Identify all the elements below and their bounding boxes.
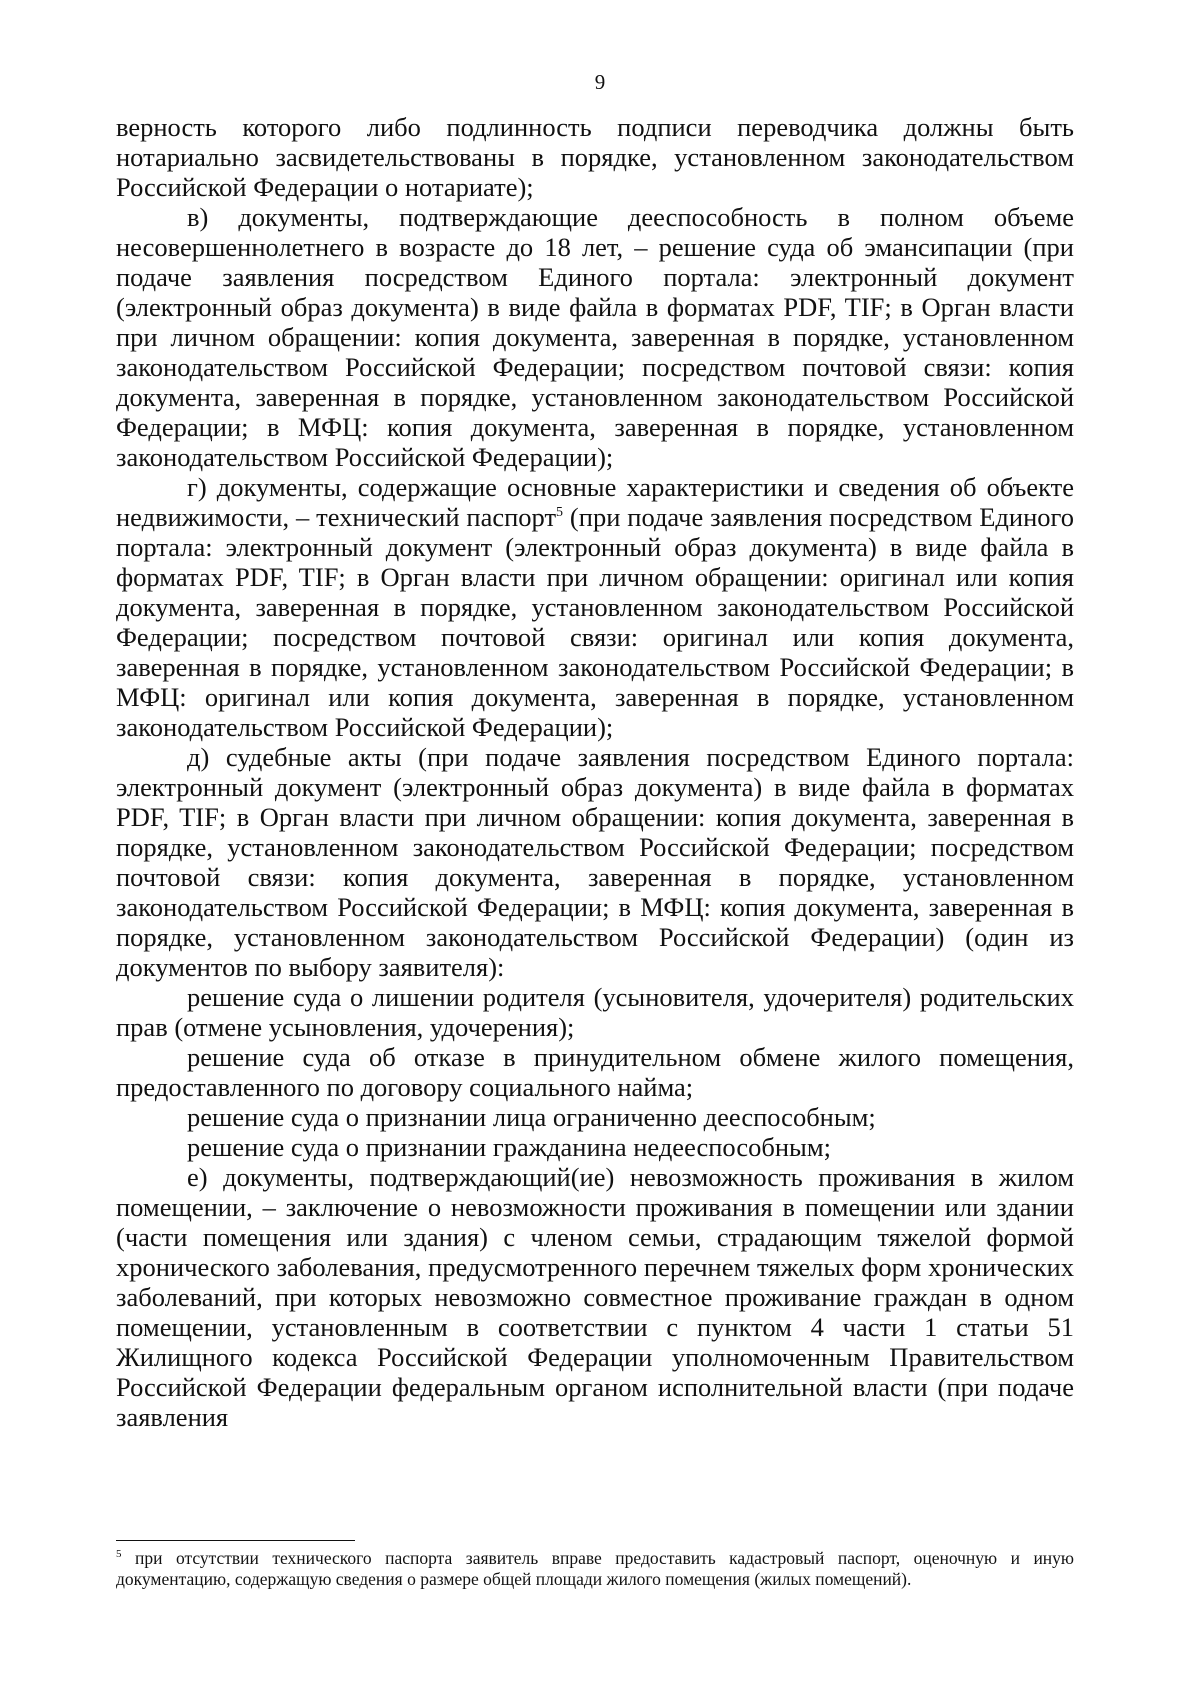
footnote — [116, 1548, 1074, 1590]
footnote-marker: 5 — [116, 1548, 122, 1560]
paragraph-item-g-text: г) документы, содержащие основные характеристики и сведения об объекте недвижимости, – технический паспорт — [116, 472, 1074, 532]
footnote-text: при отсутствии технического паспорта заявитель вправе предоставить кадастровый паспорт, оценочную и иную документацию, содержащую сведения о размере общей площади жилого помещения (жилых помещений). — [116, 1548, 1074, 1589]
paragraph-item-v: в) документы, подтверждающие дееспособность в полном объеме несовершеннолетнего в возрасте до 18 лет, – решение суда об эмансипации (при подаче заявления посредством Единого портала: электронный документ (электронный образ документа) в виде файла в форматах PDF, TIF; в Орган власти при личном обращении: копия документа, заверенная в порядке, установленном законодательством Российской Федерации; посредством почтовой связи: копия документа, заверенная в порядке, установленном законодательством Российской Федерации; в МФЦ: копия документа, заверенная в порядке, установленном законодательством Российской Федерации); — [116, 202, 1074, 472]
list-item-court-decision: решение суда о признании лица ограниченно дееспособным; — [187, 1102, 876, 1132]
page-number: 9 — [594, 70, 606, 94]
paragraph-item-e: е) документы, подтверждающий(ие) невозможность проживания в жилом помещении, – заключение о невозможности проживания в помещении или здании (части помещения или здания) с членом семьи, страдающим тяжелой формой хронического заболевания, предусмотренного перечнем тяжелых форм хронических заболеваний, при которых невозможно совместное проживание граждан в одном помещении, установленным в соответствии с пунктом 4 части 1 статьи 51 Жилищного кодекса Российской Федерации уполномоченным Правительством Российской Федерации федеральным органом исполнительной власти (при подаче заявления — [116, 1162, 1074, 1432]
paragraph-item-g-text-continued: (при подаче заявления посредством Единого портала: электронный документ (электронный образ документа) в виде файла в форматах PDF, TIF; в Орган власти при личном обращении: оригинал или копия документа, заверенная в порядке, установленном законодательством Российской Федерации; посредством почтовой связи: оригинал или копия документа, заверенная в порядке, установленном законодательством Российской Федерации; в МФЦ: оригинал или копия документа, заверенная в порядке, установленном законодательством Российской Федерации); — [116, 502, 1074, 742]
paragraph-item-g — [116, 472, 1074, 742]
footnote-separator — [116, 1540, 355, 1541]
paragraph-continuation: верность которого либо подлинность подписи переводчика должны быть нотариально засвидетельствованы в порядке, установленном законодательством Российской Федерации о нотариате); — [116, 112, 1074, 202]
paragraph-item-d: д) судебные акты (при подаче заявления посредством Единого портала: электронный документ (электронный образ документа) в виде файла в форматах PDF, TIF; в Орган власти при личном обращении: копия документа, заверенная в порядке, установленном законодательством Российской Федерации; посредством почтовой связи: копия документа, заверенная в порядке, установленном законодательством Российской Федерации; в МФЦ: копия документа, заверенная в порядке, установленном законодательством Российской Федерации) (один из документов по выбору заявителя): — [116, 742, 1074, 982]
list-item-court-decision: решение суда о лишении родителя (усыновителя, удочерителя) родительских прав (отмене усыновления, удочерения); — [116, 982, 1074, 1042]
list-item-court-decision: решение суда об отказе в принудительном обмене жилого помещения, предоставленного по договору социального найма; — [116, 1042, 1074, 1102]
list-item-court-decision: решение суда о признании гражданина недееспособным; — [187, 1132, 831, 1162]
footnote-reference: 5 — [556, 505, 564, 520]
document-body — [116, 112, 1074, 1432]
